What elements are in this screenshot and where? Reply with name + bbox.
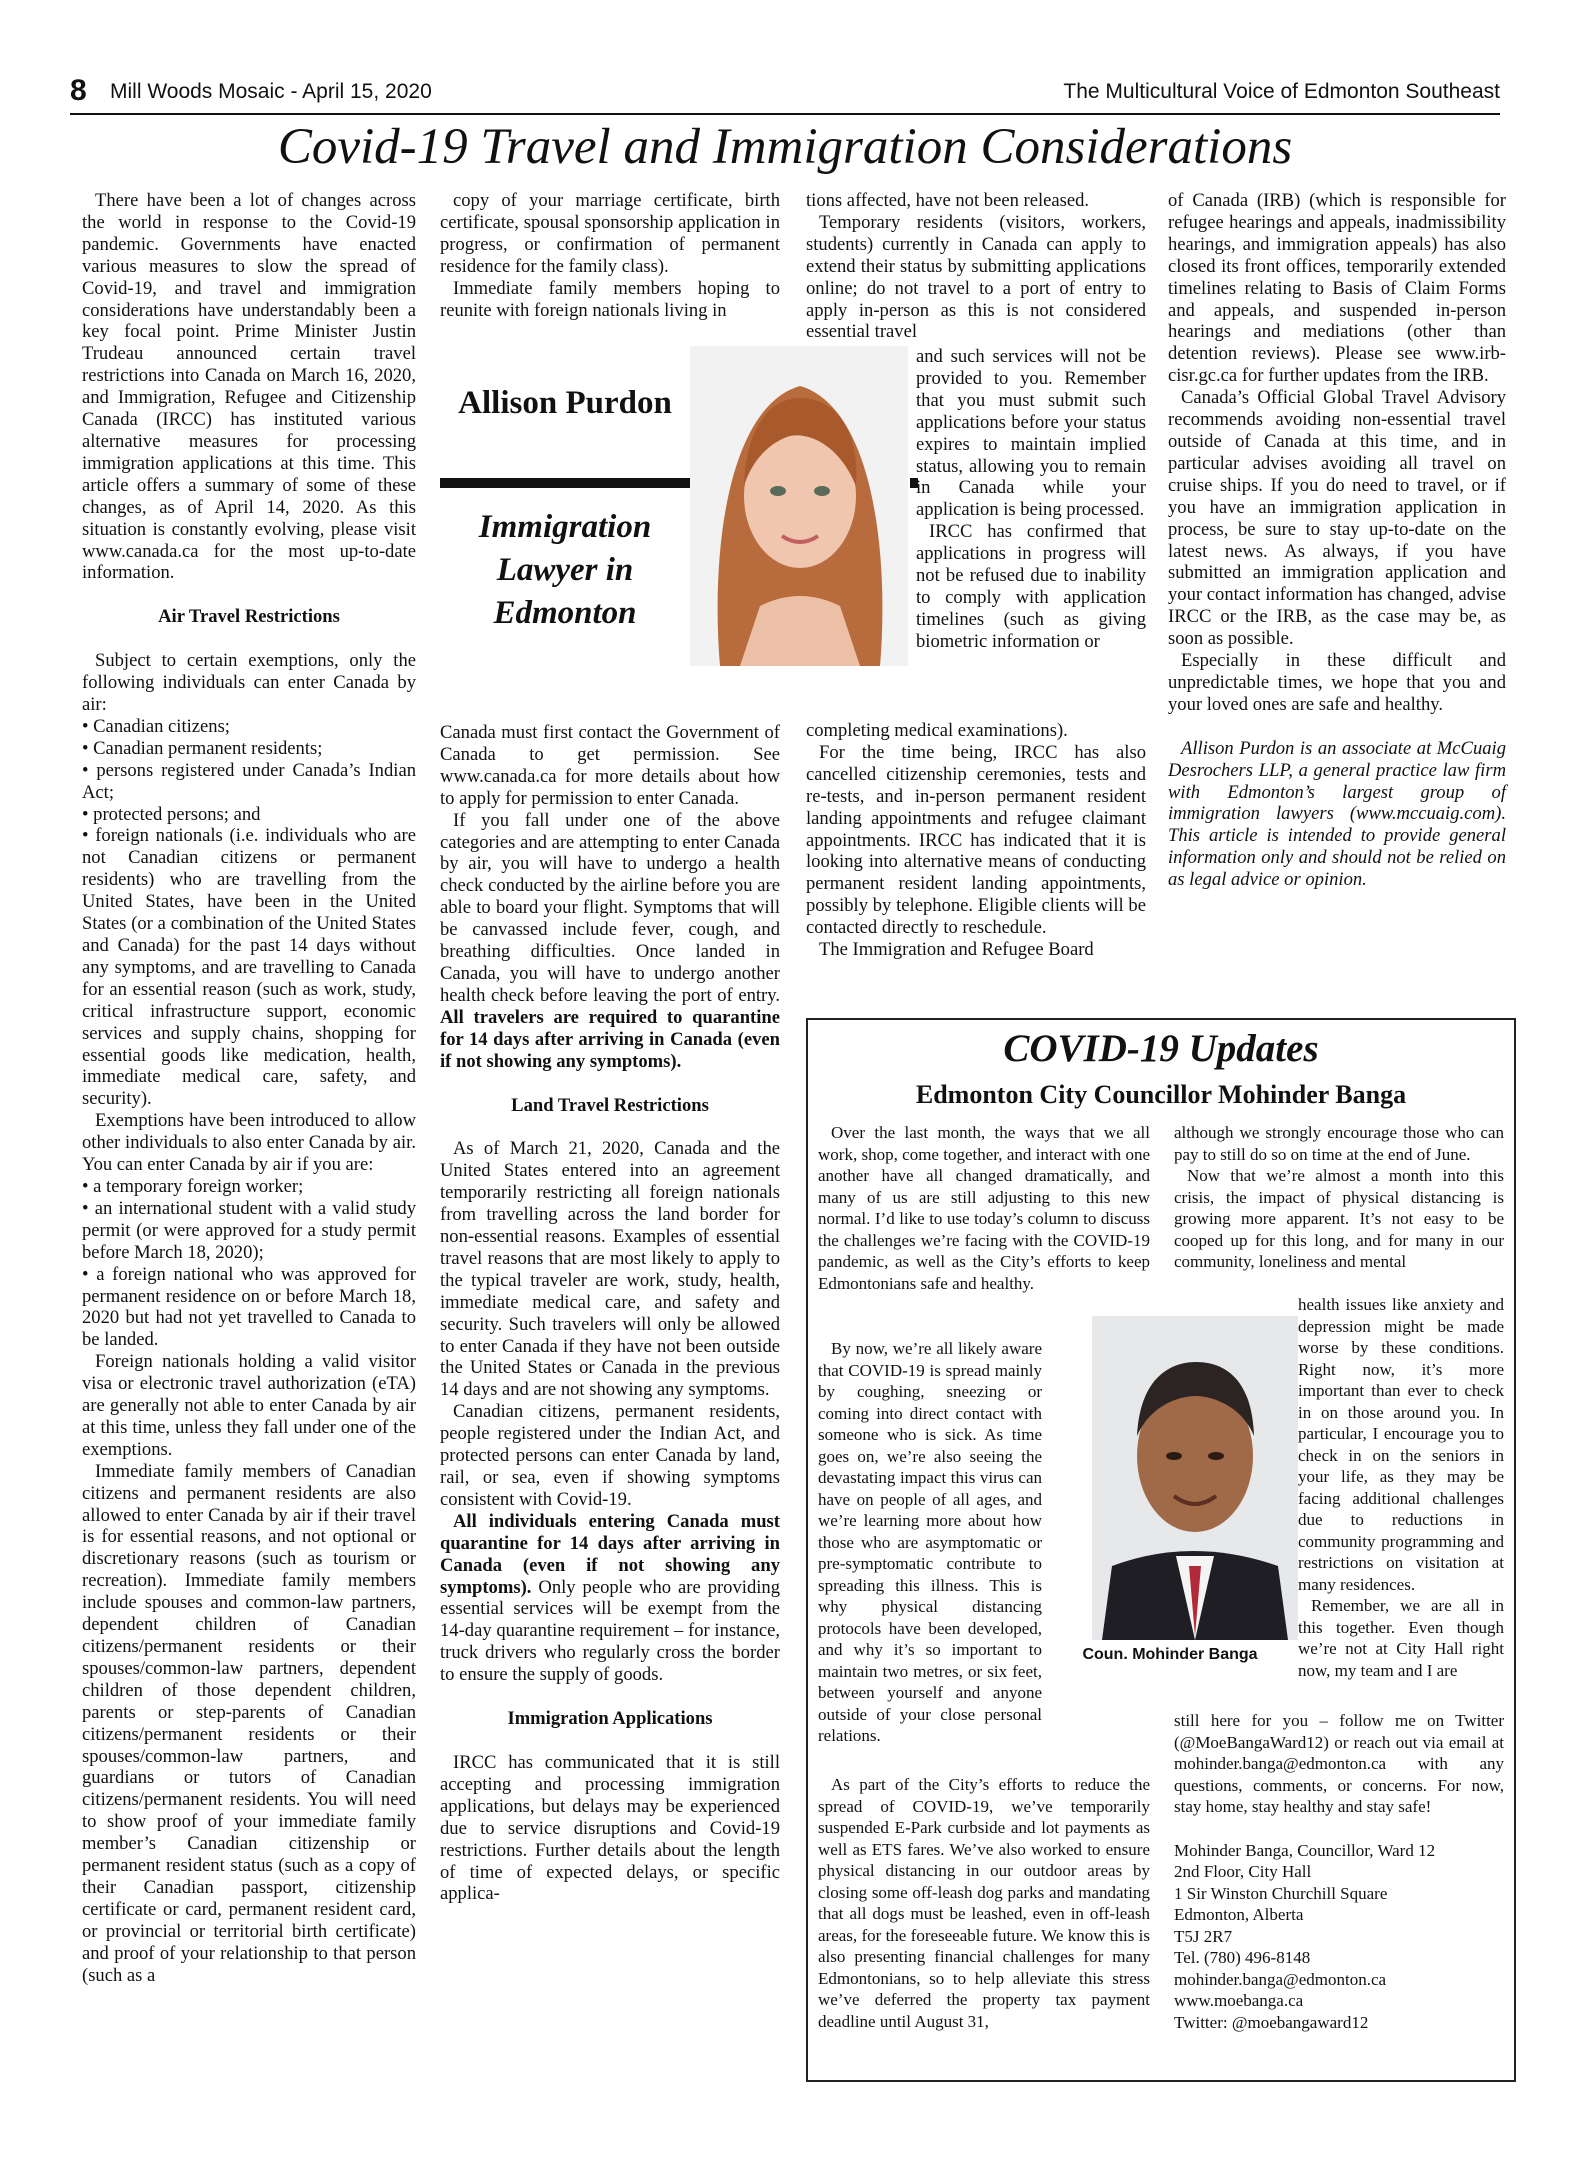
updates-column-1-wrap (818, 1338, 1042, 1747)
contact-line: Tel. (780) 496-8148 (1174, 1948, 1311, 1967)
updates-column-1-bottom (818, 1774, 1150, 2032)
bullet-item: • persons registered under Canada’s Indian Act; (82, 759, 416, 803)
paragraph: Foreign nationals holding a valid visitor visa or electronic travel authorization (eTA) are generally not able to enter Canada by air at this time, unless they fall under one of the exemptions. (82, 1351, 416, 1460)
page-number: 8 (70, 74, 87, 107)
bullet-item: • an international student with a valid study permit (or were approved for a study permit before March 18, 2020); (82, 1197, 416, 1263)
updates-title: COVID-19 Updates (1003, 1027, 1319, 1070)
paragraph: The Immigration and Refugee Board (819, 939, 1094, 961)
article-column-3 (806, 190, 1146, 343)
contact-website[interactable]: www.moebanga.ca (1174, 1991, 1304, 2010)
photo-caption: Coun. Mohinder Banga (1082, 1646, 1258, 1663)
paragraph: For the time being, IRCC has also cancelled citizenship ceremonies, tests and re-tests, and in-person permanent resident landing appointments and refugee claimant appointments. IRCC has indicated that it is looking into alternative means of conducting permanent resident landing appointments, possibly by telephone. Eligible clients will be contacted directly to reschedule. (806, 741, 1146, 939)
paragraph: completing medical examinations). (806, 720, 1068, 741)
paragraph: Exemptions have been introduced to allow other individuals to also enter Canada by air. You can enter Canada by air if you are: (82, 1110, 416, 1176)
paragraph: As of March 21, 2020, Canada and the United States entered into an agreement temporarily restricting all foreign nationals from travelling across the land border for non-essential reasons. Examples of essential travel reasons that are most likely to apply to the typical traveler are work, study, health, immediate medical care, and safety and security. Such travelers will only be allowed to enter Canada if they have not been outside the United States or Canada in the previous 14 days and are not showing any symptoms. (440, 1138, 780, 1401)
bullet-item: • a temporary foreign worker; (82, 1175, 304, 1197)
section-heading: Land Travel Restrictions (511, 1094, 709, 1116)
header-rule (70, 113, 1500, 115)
contact-line: T5J 2R7 (1174, 1926, 1233, 1946)
paragraph: Now that we’re almost a month into this crisis, the impact of physical distancing is growing more apparent. It’s not easy to be cooped up for this long, and for many in our community, loneliness and mental (1174, 1166, 1504, 1271)
author-rule (440, 478, 690, 488)
article-column-1 (82, 190, 416, 1987)
bullet-item: • a foreign national who was approved for permanent residence on or before March 18, 2020 but had not yet travelled to Canada to be landed. (82, 1263, 416, 1351)
paragraph: There have been a lot of changes across the world in response to the Covid-19 pandemic. Governments have enacted various measures to slow the spread of Covid-19, and travel and immigration considerations have understandably been a key focal point. Prime Minister Justin Trudeau announced certain travel restrictions into Canada on March 16, 2020, and Immigration, Refugee and Citizenship Canada (IRCC) has instituted various alternative measures for processing immigration applications at this time. This article offers a summary of some of these changes, as of April 14, 2020. As this situation is constantly evolving, please visit www.canada.ca for the most up-to-date information. (82, 190, 416, 584)
paragraph: Canadian citizens, permanent residents, people registered under the Indian Act, and protected persons can enter Canada by land, rail, or sea, even if showing symptoms consistent with Covid-19. (440, 1401, 780, 1510)
paragraph: Remember, we are all in this together. Even though we’re not at City Hall right now, my team and I are (1298, 1596, 1504, 1680)
paragraph-text: Only people who are providing essential services will be exempt from the 14-day quarantine requirement – for instance, truck drivers who regularly cross the border to ensure the supply of goods. (440, 1576, 780, 1686)
paragraph: Temporary residents (visitors, workers, students) currently in Canada can apply to extend their status by submitting applications online; do not travel to a port of entry to apply in-person as this is not considered essential travel (806, 211, 1146, 343)
paragraph: tions affected, have not been released. (806, 190, 1090, 211)
bullet-item: • Canadian permanent residents; (82, 737, 323, 759)
bullet-item: • Canadian citizens; (82, 715, 230, 737)
bold-notice: All travelers are required to quarantine for 14 days after arriving in Canada (even if not showing any symptoms). (440, 1006, 780, 1072)
paragraph: still here for you – follow me on Twitter (@MoeBangaWard12) or reach out via email at mohinder.banga@edmonton.ca with any questions, comments, or concerns. For now, stay home, stay healthy and stay safe! (1174, 1711, 1504, 1816)
bullet-item: • protected persons; and (82, 803, 261, 825)
paragraph-text: If you fall under one of the above categories and are attempting to enter Canada by air, you will have to undergo a health check conducted by the airline before you are able to board your flight. Symptoms that will be canvassed include fever, cough, and breathing difficulties. Once landed in Canada, you will have to undergo another health check before leaving the port of entry. (440, 809, 780, 1006)
paragraph: By now, we’re all likely aware that COVID-19 is spread mainly by coughing, sneezing or coming into direct contact with someone who is sick. As time goes on, we’re also seeing the devastating impact this virus can have on people of all ages, and we’re learning more about how those who are asymptomatic or pre-symptomatic contribute to spreading this illness. This is why physical distancing protocols have been developed, and why it’s so important to maintain two metres, or six feet, between yourself and anyone outside of your close personal relations. (818, 1339, 1042, 1745)
updates-column-2-bottom (1174, 1710, 1504, 2033)
paragraph: Immediate family members hoping to reunite with foreign nationals living in (440, 277, 780, 321)
paragraph (440, 1511, 780, 1686)
contact-line: Edmonton, Alberta (1174, 1905, 1304, 1924)
section-heading: Immigration Applications (507, 1708, 713, 1730)
contact-twitter[interactable]: Twitter: @moebangaward12 (1174, 2012, 1369, 2032)
author-bio: Allison Purdon is an associate at McCuaig Desrochers LLP, a general practice law firm with Edmonton’s largest group of immigration lawyers (www.mccuaig.com). This article is intended to provide general information only and should not be relied on as legal advice or opinion. (1168, 737, 1506, 891)
section-heading: Air Travel Restrictions (158, 606, 340, 628)
bold-notice: All individuals entering Canada must quarantine for 14 days after arriving in Canada (even if not showing any symptoms). (440, 1510, 780, 1598)
paragraph: Immediate family members of Canadian citizens and permanent residents are also allowed to enter Canada by air if their travel is for essential reasons, and not optional or discretionary reasons (such as tourism or recreation). Immediate family members include spouses and common-law partners, dependent children of Canadian citizens/permanent residents or their spouses/common-law partners, dependent children of those dependent children, parents or step-parents of Canadian citizens/permanent residents or their spouses/common-law partners, and guardians or tutors of Canadian citizens/permanent residents. You will need to show proof of your immediate family member’s Canadian citizenship or permanent resident status (such as a copy of their Canadian passport, citizenship certificate or card, permanent resident card, or provincial or territorial birth certificate) and proof of your relationship to that person (such as a (82, 1460, 416, 1986)
publication-tagline: The Multicultural Voice of Edmonton Southeast (1063, 80, 1500, 103)
paragraph: IRCC has communicated that it is still accepting and processing immigration applications, but delays may be experienced due to service disruptions and Covid-19 restrictions. Further details about the length of time of expected delays, or specific applica- (440, 1751, 780, 1905)
councillor-photo (1092, 1316, 1298, 1640)
paragraph: IRCC has confirmed that applications in progress will not be refused due to inability to comply with application timelines (such as giving biometric information or (916, 521, 1146, 652)
contact-line: Mohinder Banga, Councillor, Ward 12 (1174, 1840, 1436, 1860)
contact-line: 2nd Floor, City Hall (1174, 1862, 1312, 1881)
paragraph: of Canada (IRB) (which is responsible for refugee hearings and appeals, inadmissibility hearings, and immigration appeals) has also closed its front offices, temporarily extended timelines relating to Basis of Claim Forms and appeals, and suspended in-person hearings and mediations (other than detention reviews). Please see www.irb-cisr.gc.ca for further updates from the IRB. (1168, 190, 1506, 387)
author-title: Immigration Lawyer in Edmonton (478, 509, 652, 631)
paragraph: Canada must first contact the Government of Canada to get permission. See www.canada.ca for more details about how to apply for permission to enter Canada. (440, 722, 780, 809)
article-column-2-bottom (440, 722, 780, 1905)
bullet-item: • foreign nationals (i.e. individuals who are not Canadian citizens or permanent residents) who are travelling from the United States, have been in the United States (or a combination of the United States and Canada) for the past 14 days without any symptoms, and are travelling to Canada for an essential reason (such as work, study, critical infrastructure support, economic services and supply chains, shopping for essential goods like medication, health, immediate medical care, safety, and security). (82, 825, 416, 1110)
paragraph: Especially in these difficult and unpredictable times, we hope that you and your loved ones are safe and healthy. (1168, 650, 1506, 715)
contact-block (1174, 1840, 1504, 2034)
updates-column-1 (818, 1122, 1150, 1294)
paragraph: Subject to certain exemptions, only the following individuals can enter Canada by air: (82, 650, 416, 716)
updates-column-2-wrap (1298, 1294, 1504, 1681)
publication-date: Mill Woods Mosaic - April 15, 2020 (110, 80, 432, 103)
article-title: Covid-19 Travel and Immigration Considerations (277, 119, 1293, 175)
article-column-2-top (440, 190, 780, 321)
paragraph (440, 810, 780, 1073)
paragraph: health issues like anxiety and depression might be made worse by these conditions. Right now, it’s more important than ever to check in on those around you. In particular, I encourage you to check in on the seniors in your life, as they may be facing additional challenges due to reductions in community programming and restrictions on visitation at many residences. (1298, 1295, 1504, 1594)
paragraph: Canada’s Official Global Travel Advisory recommends avoiding non-essential travel outside of Canada at this time, and in particular advises avoiding all travel on cruise ships. If you do need to travel, or if you have an immigration application in process, be sure to stay up-to-date on the latest news. As always, if you have submitted an immigration application and your contact information has changed, advise IRCC or the IRB, as the case may be, as soon as possible. (1168, 387, 1506, 650)
updates-column-2 (1174, 1122, 1504, 1273)
contact-line: 1 Sir Winston Churchill Square (1174, 1883, 1388, 1903)
paragraph: As part of the City’s efforts to reduce the spread of COVID-19, we’ve temporarily suspended E-Park curbside and lot payments as well as ETS fares. We’ve also worked to ensure physical distancing in our outdoor areas by closing some off-leash dog parks and mandating that all dogs must be leashed, even in off-leash areas, for the foreseeable future. We know this is also presenting financial challenges for many Edmontonians, so to help alleviate this stress we’ve deferred the property tax payment deadline until August 31, (818, 1775, 1150, 2031)
article-column-4 (1168, 190, 1506, 891)
article-column-3-wrap (916, 346, 1146, 653)
contact-email[interactable]: mohinder.banga@edmonton.ca (1174, 1969, 1387, 1989)
author-name: Allison Purdon (458, 385, 672, 421)
paragraph: Over the last month, the ways that we all work, shop, come together, and interact with one another have all changed dramatically, and many of us are still adjusting to this new normal. I’d like to use today’s column to discuss the challenges we’re facing with the COVID-19 pandemic, as well as the City’s efforts to keep Edmontonians safe and healthy. (818, 1123, 1150, 1293)
paragraph: although we strongly encourage those who can pay to still do so on time at the end of June. (1174, 1123, 1504, 1164)
paragraph: and such services will not be provided to you. Remember that you must submit such applications before your status expires to maintain implied status, allowing you to remain in Canada while your application is being processed. (916, 346, 1146, 521)
updates-subtitle: Edmonton City Councillor Mohinder Banga (915, 1080, 1407, 1109)
paragraph: copy of your marriage certificate, birth certificate, spousal sponsorship application in progress, or confirmation of permanent residence for the family class). (440, 190, 780, 277)
article-column-3-bottom (806, 720, 1146, 961)
author-photo (690, 346, 908, 666)
